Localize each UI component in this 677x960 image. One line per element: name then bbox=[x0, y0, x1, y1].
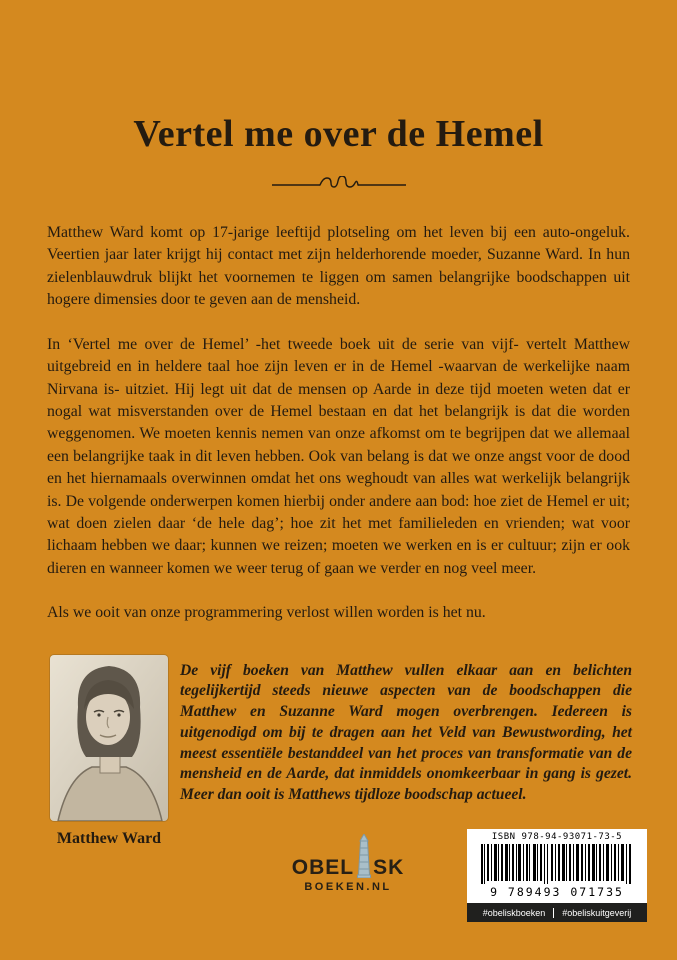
synopsis bbox=[0, 192, 677, 625]
isbn-label: ISBN 978-94-93071-73-5 bbox=[491, 832, 623, 842]
publisher-logo bbox=[283, 834, 413, 893]
ornament-divider bbox=[0, 176, 677, 192]
author-name: Matthew Ward bbox=[56, 829, 162, 847]
series-blurb: De vijf boeken van Matthew vullen elkaar aan en belichten tegelijkertijd steeds nieuwe aspecten van de boodschappen die Matthew en Suzanne Ward mogen overbrengen. Iedereen is uitgenodigd om bij te dragen aan het Veld van Bewustwording, het meest essentiële bestanddeel van het proces van transformatie van de mensheid en de Aarde, dat inmiddels onomkeerbaar in gang is gezet. Meer dan ooit is Matthews tijdloze boodschap actueel. bbox=[180, 661, 632, 804]
portrait-sketch-icon bbox=[50, 655, 168, 821]
publisher-name-left: OBEL bbox=[291, 856, 355, 879]
author-photo-column bbox=[50, 655, 168, 848]
synopsis-paragraph-3: Als we ooit van onze programmering verlost willen worden is het nu. bbox=[47, 604, 486, 622]
synopsis-paragraph-2: In ‘Vertel me over de Hemel’ -het tweede boek uit de serie van vijf- vertelt Matthew uitgebreid en in heldere taal hoe zijn leven er in de Hemel -waarvan de werkelijke naam Nirvana is- uitziet. Hij legt uit dat de mensen op Aarde in deze tijd moeten weten dat er nogal wat misverstanden over de Hemel bestaan en dat het belangrijk is dat die worden weggenomen. We moeten kennis nemen van onze afkomst om te begrijpen dat we allemaal een belangrijke taak in dit leven hebben. Ook van belang is dat we onze angst voor de dood en het hiernamaals overwinnen omdat het ons weghoudt van alles wat werkelijk belangrijk is. De volgende onderwerpen komen hierbij onder andere aan bod: hoe ziet de Hemel er uit; wat doen zielen daar ‘de hele dag’; hoe zit het met familieleden en vrienden; wat voor lichaam hebben we daar; kunnen we reizen; moeten we werken en is er cultuur; zijn er ook dieren en wanneer komen we weer terug of gaan we verder en nog veel meer. bbox=[47, 335, 630, 577]
publisher-name bbox=[283, 834, 413, 878]
barcode-bars-icon bbox=[481, 844, 633, 884]
author-portrait bbox=[50, 655, 168, 821]
publisher-domain: BOEKEN.NL bbox=[304, 881, 392, 893]
hashtag-separator bbox=[553, 908, 554, 918]
barcode-digits: 9 789493 071735 bbox=[490, 885, 624, 899]
hashtag-bar bbox=[467, 903, 647, 922]
hashtag-obeliskboeken: #obeliskboeken bbox=[482, 907, 546, 918]
synopsis-paragraph-1: Matthew Ward komt op 17-jarige leeftijd plotseling om het leven bij een auto-ongeluk. Veertien jaar later krijgt hij contact met zijn helderhorende moeder, Suzanne Ward. In hun zielenblauwdruk blijkt het voornemen te liggen om samen belangrijke boodschappen uit hogere dimensies door te geven aan de mensheid. bbox=[47, 224, 630, 309]
barcode bbox=[467, 829, 647, 903]
publisher-name-right: SK bbox=[373, 856, 405, 879]
author-section bbox=[0, 647, 677, 848]
obelisk-icon bbox=[356, 834, 372, 878]
book-title: Vertel me over de Hemel bbox=[133, 113, 544, 155]
flourish-icon bbox=[264, 176, 414, 192]
hashtag-obeliskuitgeverij: #obeliskuitgeverij bbox=[562, 907, 632, 918]
